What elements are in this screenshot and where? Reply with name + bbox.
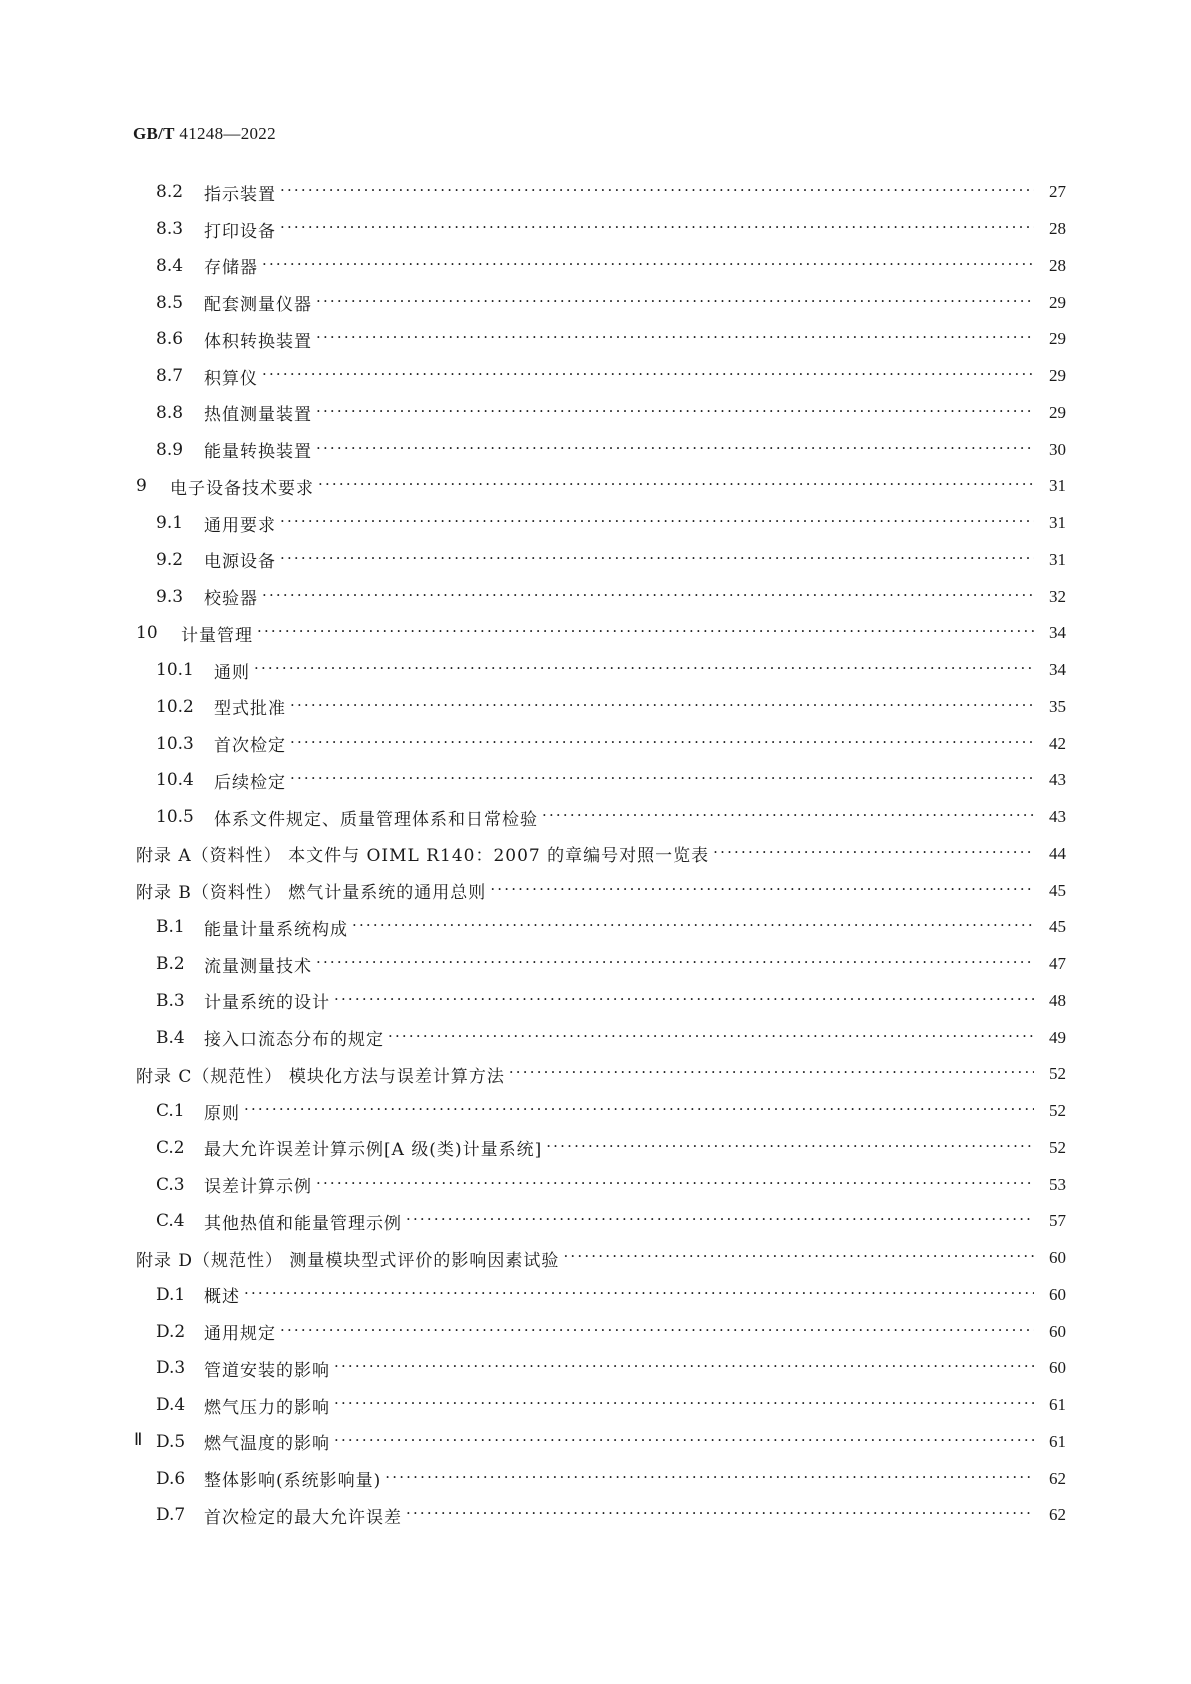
leader-dots [290,735,1034,753]
toc-entry-page: 60 [1049,1358,1066,1378]
toc-entry-page: 30 [1049,439,1066,459]
toc-entry-title: 电子设备技术要求 [170,478,314,499]
leader-dots [290,698,1034,716]
toc-entry-page: 35 [1049,696,1066,716]
toc-entry[interactable] [136,652,1066,689]
leader-dots [257,624,1034,642]
toc-entry-title: 校验器 [204,589,258,610]
toc-entry-title: 通用要求 [204,515,276,536]
leader-dots [244,1286,1034,1304]
toc-entry-title: 附录 A（资料性） 本文件与 OIML R140：2007 的章编号对照一览表 [136,846,710,867]
toc-entry[interactable] [136,431,1066,468]
toc-entry-page: 48 [1049,990,1066,1010]
toc-entry-title: 误差计算示例 [204,1177,312,1198]
toc-entry[interactable] [136,615,1066,652]
toc-entry[interactable] [136,248,1066,285]
toc-entry[interactable] [136,1460,1066,1497]
toc-entry-number: C.3 [156,1174,185,1195]
toc-entry-page: 34 [1049,623,1066,643]
leader-dots [280,551,1034,569]
toc-entry[interactable] [136,321,1066,358]
toc-entry-page: 44 [1049,843,1066,863]
toc-entry-number: 8.9 [156,439,184,460]
toc-entry-title: 能量计量系统构成 [204,919,348,940]
toc-entry-page: 28 [1049,219,1066,239]
toc-entry-number: 10.4 [156,770,194,791]
toc-entry-number: 10.5 [156,807,194,828]
leader-dots [280,220,1034,238]
toc-entry-page: 49 [1049,1027,1066,1047]
toc-entry-page: 43 [1049,770,1066,790]
toc-entry-title: 附录 C（规范性） 模块化方法与误差计算方法 [136,1066,505,1087]
toc-entry[interactable] [136,1203,1066,1240]
toc-entry[interactable] [136,174,1066,211]
toc-entry-page: 34 [1049,660,1066,680]
toc-entry-page: 60 [1049,1284,1066,1304]
toc-entry-page: 29 [1049,366,1066,386]
toc-entry-page: 60 [1049,1321,1066,1341]
toc-entry-number: D.7 [156,1505,186,1526]
toc-entry-page: 45 [1049,917,1066,937]
toc-entry-page: 61 [1049,1395,1066,1415]
toc-entry-page: 29 [1049,402,1066,422]
toc-entry-number: 10.2 [156,696,194,717]
toc-entry-number: B.2 [156,954,185,975]
toc-entry[interactable] [136,505,1066,542]
toc-entry-page: 32 [1049,586,1066,606]
toc-entry-title: 体系文件规定、质量管理体系和日常检验 [214,809,538,830]
toc-entry[interactable] [136,725,1066,762]
toc-entry[interactable] [136,578,1066,615]
toc-entry[interactable] [136,358,1066,395]
toc-entry[interactable] [136,836,1066,873]
toc-entry-page: 47 [1049,954,1066,974]
leader-dots [244,1102,1034,1120]
toc-entry[interactable] [136,1313,1066,1350]
toc-entry[interactable] [136,762,1066,799]
leader-dots [334,992,1034,1010]
toc-entry-number: 9 [136,476,147,497]
leader-dots [262,257,1034,275]
toc-entry[interactable] [136,1240,1066,1277]
toc-entry[interactable] [136,909,1066,946]
standard-code: GB/T [133,124,175,143]
toc-entry-title: 打印设备 [204,221,276,242]
leader-dots [316,330,1034,348]
leader-dots [406,1212,1034,1230]
toc-entry[interactable] [136,211,1066,248]
toc-entry-title: 通则 [214,662,250,683]
leader-dots [280,514,1034,532]
toc-entry[interactable] [136,1093,1066,1130]
toc-entry-title: 管道安装的影响 [204,1360,330,1381]
toc-entry-title: 燃气温度的影响 [204,1434,330,1455]
toc-entry[interactable] [136,983,1066,1020]
toc-entry-title: 附录 D（规范性） 测量模块型式评价的影响因素试验 [136,1250,560,1271]
toc-entry-page: 45 [1049,880,1066,900]
leader-dots [316,294,1034,312]
toc-entry[interactable] [136,799,1066,836]
leader-dots [280,183,1034,201]
toc-entry-page: 62 [1049,1505,1066,1525]
toc-entry-title: 流量测量技术 [204,956,312,977]
toc-entry-page: 28 [1049,255,1066,275]
leader-dots [316,1176,1034,1194]
toc-entry[interactable] [136,1497,1066,1534]
toc-entry-title: 最大允许误差计算示例[A 级(类)计量系统] [204,1140,543,1161]
toc-entry-number: B.1 [156,917,185,938]
toc-entry-page: 52 [1049,1064,1066,1084]
leader-dots [334,1359,1034,1377]
toc-entry-title: 配套测量仪器 [204,295,312,316]
toc-entry[interactable] [136,1350,1066,1387]
toc-entry-number: C.4 [156,1211,185,1232]
toc-entry-number: 9.3 [156,586,184,607]
toc-entry-page: 42 [1049,733,1066,753]
toc-entry-title: 计量系统的设计 [204,993,330,1014]
toc-entry-number: D.1 [156,1284,186,1305]
toc-entry[interactable] [136,1019,1066,1056]
toc-entry-title: 计量管理 [181,625,253,646]
leader-dots [316,441,1034,459]
toc-entry-number: 8.8 [156,402,184,423]
leader-dots [388,1029,1034,1047]
toc-entry-number: C.1 [156,1101,185,1122]
page-marker: Ⅱ [134,1430,143,1449]
leader-dots [318,477,1034,495]
toc-entry-number: 8.2 [156,182,184,203]
leader-dots [262,367,1034,385]
toc-entry-page: 62 [1049,1468,1066,1488]
toc-entry-page: 52 [1049,1137,1066,1157]
toc-entry-title: 接入口流态分布的规定 [204,1030,384,1051]
toc-entry-number: 8.5 [156,292,184,313]
toc-entry-number: D.5 [156,1431,186,1452]
toc-entry-title: 概述 [204,1287,240,1308]
toc-entry-number: 8.7 [156,366,184,387]
toc-entry-page: 57 [1049,1211,1066,1231]
toc-entry[interactable] [136,1387,1066,1424]
toc-entry-title: 存储器 [204,258,258,279]
toc-entry-title: 其他热值和能量管理示例 [204,1213,402,1234]
toc-entry-number: C.2 [156,1137,185,1158]
toc-entry-title: 指示装置 [204,184,276,205]
toc-entry-title: 原则 [204,1103,240,1124]
toc-entry-title: 首次检定 [214,736,286,757]
toc-entry-title: 热值测量装置 [204,405,312,426]
toc-entry-page: 31 [1049,549,1066,569]
leader-dots [280,1323,1034,1341]
leader-dots [546,1139,1034,1157]
leader-dots [490,882,1034,900]
toc-entry-number: D.3 [156,1358,186,1379]
toc-entry-page: 29 [1049,329,1066,349]
toc-entry[interactable] [136,1130,1066,1167]
toc-entry-number: 8.4 [156,255,184,276]
leader-dots [406,1506,1034,1524]
leader-dots [290,771,1034,789]
toc-entry[interactable] [136,395,1066,432]
toc-entry-title: 首次检定的最大允许误差 [204,1507,402,1528]
toc-entry-title: 电源设备 [204,552,276,573]
toc-entry-title: 附录 B（资料性） 燃气计量系统的通用总则 [136,883,487,904]
toc-entry-title: 积算仪 [204,368,258,389]
toc-entry-title: 整体影响(系统影响量) [204,1471,382,1492]
toc-entry[interactable] [136,1056,1066,1093]
leader-dots [563,1249,1034,1267]
toc-entry[interactable] [136,1166,1066,1203]
toc-entry-number: B.3 [156,990,185,1011]
toc-entry-number: 10.3 [156,733,194,754]
toc-entry-page: 31 [1049,513,1066,533]
leader-dots [713,845,1034,863]
toc-entry[interactable] [136,872,1066,909]
leader-dots [385,1470,1034,1488]
toc-entry-number: D.4 [156,1395,186,1416]
toc-entry-number: D.2 [156,1321,186,1342]
leader-dots [262,588,1034,606]
leader-dots [334,1433,1034,1451]
toc-entry-page: 27 [1049,182,1066,202]
toc-entry-number: 9.1 [156,513,184,534]
toc-entry-number: 10.1 [156,660,194,681]
table-of-contents [136,174,1066,1534]
toc-entry-number: D.6 [156,1468,186,1489]
toc-entry[interactable] [136,542,1066,579]
leader-dots [352,918,1034,936]
toc-entry-page: 52 [1049,1101,1066,1121]
leader-dots [334,1396,1034,1414]
toc-entry-page: 61 [1049,1431,1066,1451]
toc-entry[interactable] [136,946,1066,983]
leader-dots [542,808,1034,826]
toc-entry-title: 体积转换装置 [204,331,312,352]
toc-entry[interactable] [136,1424,1066,1461]
toc-entry-title: 型式批准 [214,699,286,720]
leader-dots [509,1065,1034,1083]
toc-entry-number: B.4 [156,1027,185,1048]
toc-entry[interactable] [136,284,1066,321]
toc-entry-number: 8.6 [156,329,184,350]
toc-entry[interactable] [136,468,1066,505]
document-header [133,124,276,144]
toc-entry-page: 60 [1049,1248,1066,1268]
toc-entry-title: 通用规定 [204,1324,276,1345]
standard-number: 41248—2022 [179,124,276,143]
toc-entry-number: 9.2 [156,549,184,570]
toc-entry-title: 能量转换装置 [204,442,312,463]
leader-dots [254,661,1034,679]
toc-entry[interactable] [136,689,1066,726]
toc-entry-number: 8.3 [156,219,184,240]
leader-dots [316,955,1034,973]
leader-dots [316,404,1034,422]
toc-entry-page: 29 [1049,292,1066,312]
toc-entry[interactable] [136,1277,1066,1314]
toc-entry-page: 53 [1049,1174,1066,1194]
toc-entry-title: 后续检定 [214,772,286,793]
toc-entry-page: 31 [1049,476,1066,496]
toc-entry-page: 43 [1049,807,1066,827]
toc-entry-number: 10 [136,623,158,644]
toc-entry-title: 燃气压力的影响 [204,1397,330,1418]
